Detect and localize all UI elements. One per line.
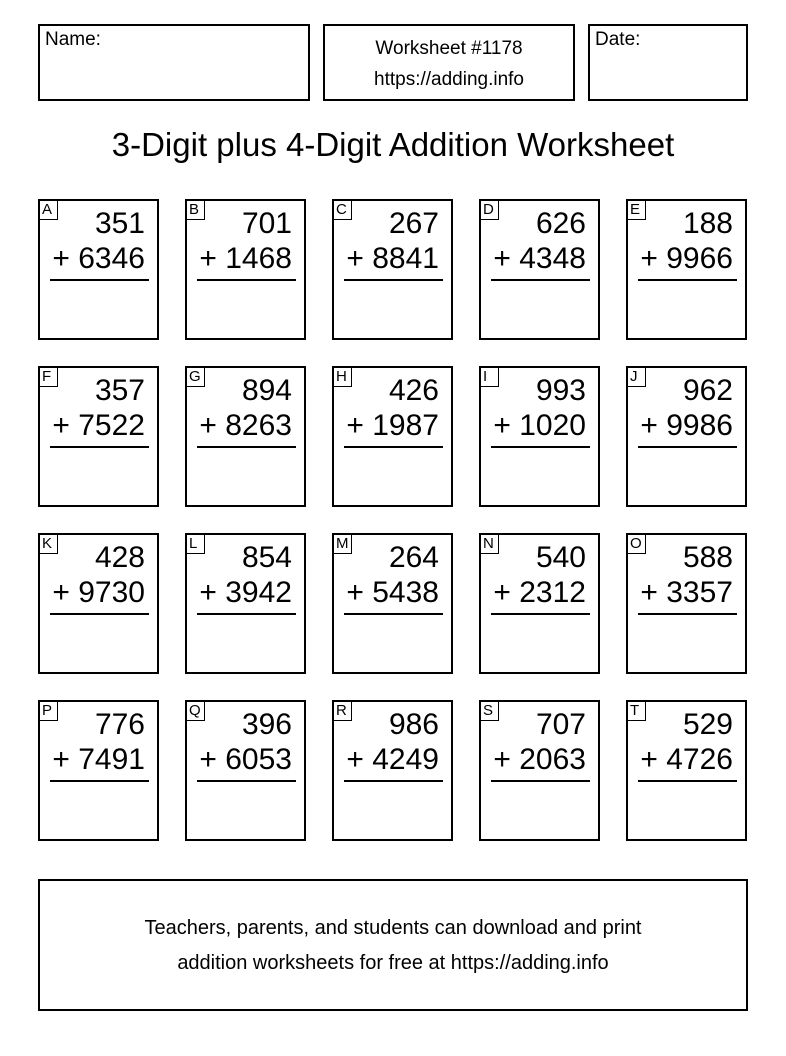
footer-box: [38, 879, 748, 1011]
problem-bottom-number: 3357: [666, 576, 733, 609]
problem-top-number: 894: [241, 374, 292, 407]
problem-box[interactable]: [479, 533, 600, 674]
answer-line: [491, 279, 590, 281]
answer-line: [50, 780, 149, 782]
answer-line: [638, 279, 737, 281]
problem-box[interactable]: [626, 366, 747, 507]
worksheet-info-box: [323, 24, 575, 101]
problem-bottom-number: 7522: [78, 409, 145, 442]
problem-bottom-number: 4726: [666, 743, 733, 776]
problem-box[interactable]: [185, 199, 306, 340]
problem-addend-row: [346, 576, 439, 610]
answer-line: [638, 613, 737, 615]
plus-sign: +: [640, 743, 658, 776]
answer-line: [197, 780, 296, 782]
plus-sign: +: [493, 242, 511, 275]
name-field[interactable]: [38, 24, 310, 101]
problem-box[interactable]: [332, 366, 453, 507]
problem-top-number: 854: [241, 541, 292, 574]
worksheet-url: https://adding.info: [374, 69, 524, 90]
answer-line: [197, 446, 296, 448]
problem-box[interactable]: [185, 700, 306, 841]
problem-box[interactable]: [332, 700, 453, 841]
problem-box[interactable]: [332, 199, 453, 340]
answer-line: [344, 279, 443, 281]
plus-sign: +: [640, 576, 658, 609]
problem-addend-row: [346, 743, 439, 777]
problem-top-number: 428: [94, 541, 145, 574]
problem-bottom-number: 9730: [78, 576, 145, 609]
problem-bottom-number: 9986: [666, 409, 733, 442]
problem-box[interactable]: [185, 533, 306, 674]
problem-addend-row: [493, 576, 586, 610]
problem-box[interactable]: [626, 700, 747, 841]
problem-letter: N: [479, 533, 499, 554]
problem-letter: B: [185, 199, 205, 220]
problem-letter: M: [332, 533, 352, 554]
problem-letter: O: [626, 533, 646, 554]
problem-addend-row: [640, 576, 733, 610]
problem-top-number: 986: [388, 708, 439, 741]
problem-box[interactable]: [38, 199, 159, 340]
plus-sign: +: [346, 576, 364, 609]
plus-sign: +: [199, 242, 217, 275]
plus-sign: +: [52, 242, 70, 275]
problem-bottom-number: 7491: [78, 743, 145, 776]
worksheet-number: Worksheet #1178: [375, 38, 523, 59]
problem-letter: E: [626, 199, 646, 220]
problem-top-number: 529: [682, 708, 733, 741]
problem-addend-row: [52, 743, 145, 777]
problem-letter: A: [38, 199, 58, 220]
answer-line: [491, 780, 590, 782]
answer-line: [491, 613, 590, 615]
problem-box[interactable]: [38, 700, 159, 841]
answer-line: [197, 279, 296, 281]
problem-bottom-number: 2312: [519, 576, 586, 609]
plus-sign: +: [346, 743, 364, 776]
problem-bottom-number: 5438: [372, 576, 439, 609]
problem-top-number: 776: [94, 708, 145, 741]
problem-top-number: 962: [682, 374, 733, 407]
footer-line-2: addition worksheets for free at https://adding.info: [177, 952, 609, 974]
problem-bottom-number: 4348: [519, 242, 586, 275]
problem-top-number: 426: [388, 374, 439, 407]
problem-box[interactable]: [38, 533, 159, 674]
problem-bottom-number: 3942: [225, 576, 292, 609]
problem-top-number: 396: [241, 708, 292, 741]
problem-top-number: 267: [388, 207, 439, 240]
problem-bottom-number: 6346: [78, 242, 145, 275]
problem-addend-row: [52, 242, 145, 276]
answer-line: [50, 279, 149, 281]
plus-sign: +: [640, 409, 658, 442]
problem-box[interactable]: [479, 199, 600, 340]
problem-addend-row: [346, 409, 439, 443]
problem-box[interactable]: [479, 366, 600, 507]
answer-line: [50, 446, 149, 448]
problem-addend-row: [493, 743, 586, 777]
answer-line: [344, 613, 443, 615]
problem-top-number: 357: [94, 374, 145, 407]
answer-line: [50, 613, 149, 615]
plus-sign: +: [493, 576, 511, 609]
plus-sign: +: [346, 409, 364, 442]
date-label: Date:: [595, 29, 641, 50]
problem-addend-row: [493, 409, 586, 443]
problem-letter: P: [38, 700, 58, 721]
plus-sign: +: [640, 242, 658, 275]
date-field[interactable]: [588, 24, 748, 101]
problem-addend-row: [199, 242, 292, 276]
plus-sign: +: [199, 409, 217, 442]
problem-addend-row: [199, 743, 292, 777]
problem-letter: T: [626, 700, 646, 721]
problem-top-number: 264: [388, 541, 439, 574]
problem-box[interactable]: [479, 700, 600, 841]
problem-bottom-number: 4249: [372, 743, 439, 776]
plus-sign: +: [52, 743, 70, 776]
problem-letter: K: [38, 533, 58, 554]
problem-bottom-number: 1020: [519, 409, 586, 442]
problem-bottom-number: 6053: [225, 743, 292, 776]
problem-letter: D: [479, 199, 499, 220]
problem-letter: Q: [185, 700, 205, 721]
problem-letter: G: [185, 366, 205, 387]
problem-letter: C: [332, 199, 352, 220]
problem-letter: F: [38, 366, 58, 387]
footer-line-1: Teachers, parents, and students can download and print: [144, 917, 642, 939]
answer-line: [197, 613, 296, 615]
problem-top-number: 707: [535, 708, 586, 741]
plus-sign: +: [346, 242, 364, 275]
answer-line: [638, 446, 737, 448]
problem-letter: L: [185, 533, 205, 554]
problem-top-number: 540: [535, 541, 586, 574]
problem-box[interactable]: [38, 366, 159, 507]
plus-sign: +: [52, 576, 70, 609]
problem-letter: R: [332, 700, 352, 721]
problem-bottom-number: 2063: [519, 743, 586, 776]
problem-top-number: 993: [535, 374, 586, 407]
problem-bottom-number: 1987: [372, 409, 439, 442]
problem-addend-row: [199, 409, 292, 443]
problem-addend-row: [346, 242, 439, 276]
problem-letter: J: [626, 366, 646, 387]
plus-sign: +: [493, 743, 511, 776]
answer-line: [344, 780, 443, 782]
answer-line: [491, 446, 590, 448]
problem-letter: I: [479, 366, 499, 387]
problem-box[interactable]: [626, 533, 747, 674]
page-title: 3-Digit plus 4-Digit Addition Worksheet: [111, 126, 675, 163]
plus-sign: +: [199, 743, 217, 776]
answer-line: [638, 780, 737, 782]
problem-addend-row: [493, 242, 586, 276]
problem-bottom-number: 1468: [225, 242, 292, 275]
plus-sign: +: [199, 576, 217, 609]
plus-sign: +: [493, 409, 511, 442]
problem-letter: S: [479, 700, 499, 721]
problem-addend-row: [640, 743, 733, 777]
problem-box[interactable]: [332, 533, 453, 674]
problem-top-number: 701: [241, 207, 292, 240]
problem-box[interactable]: [185, 366, 306, 507]
problem-bottom-number: 8263: [225, 409, 292, 442]
problem-box[interactable]: [626, 199, 747, 340]
name-label: Name:: [45, 29, 101, 50]
problem-bottom-number: 8841: [372, 242, 439, 275]
problem-top-number: 626: [535, 207, 586, 240]
answer-line: [344, 446, 443, 448]
plus-sign: +: [52, 409, 70, 442]
problem-top-number: 588: [682, 541, 733, 574]
problem-addend-row: [52, 409, 145, 443]
problem-top-number: 188: [682, 207, 733, 240]
problem-bottom-number: 9966: [666, 242, 733, 275]
problem-addend-row: [52, 576, 145, 610]
problem-addend-row: [199, 576, 292, 610]
problem-addend-row: [640, 409, 733, 443]
problem-addend-row: [640, 242, 733, 276]
problem-letter: H: [332, 366, 352, 387]
problem-top-number: 351: [94, 207, 145, 240]
